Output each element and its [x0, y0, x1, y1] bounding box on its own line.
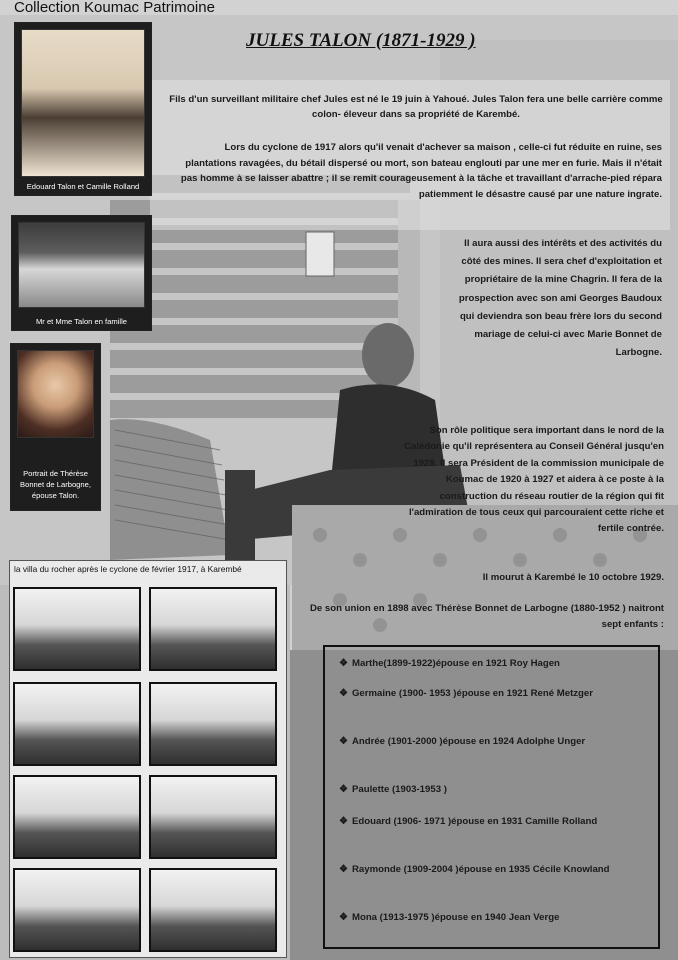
list-item: ❖ Mona (1913-1975 )épouse en 1940 Jean Verge — [339, 912, 560, 923]
children-list-box — [323, 645, 660, 949]
paragraph-union: De son union en 1898 avec Thérèse Bonnet de Larbogne (1880-1952 ) naitront sept enfants : — [310, 603, 665, 630]
therese-portrait-image — [17, 350, 94, 438]
collection-header: Collection Koumac Patrimoine — [14, 0, 215, 16]
diamond-bullet-icon: ❖ — [339, 784, 348, 795]
paragraph-birth: Fils d'un surveillant militaire chef Jules est né le 19 juin à Yahoué. Jules Talon fera une belle carrière comme colon- éleveur dans sa propriété de Karembé. — [169, 94, 663, 121]
list-item: ❖ Andrée (1901-2000 )épouse en 1924 Adolphe Unger — [339, 736, 586, 747]
photo2-caption: Mr et Mme Talon en famille — [35, 317, 128, 326]
villa-photo-8 — [149, 868, 277, 952]
villa-photo-4 — [149, 682, 277, 766]
list-item: ❖ Raymonde (1909-2004 )épouse en 1935 Cécile Knowland — [339, 864, 610, 875]
list-item: ❖ Edouard (1906- 1971 )épouse en 1931 Camille Rolland — [339, 816, 598, 827]
photo1-caption: Edouard Talon et Camille Rolland — [26, 182, 140, 191]
list-item: ❖ Germaine (1900- 1953 )épouse en 1921 René Metzger — [339, 688, 593, 699]
villa-photo-6 — [149, 775, 277, 859]
family-group-image — [18, 222, 145, 308]
couple-portrait-image — [21, 29, 145, 177]
photo-edouard-camille — [14, 22, 152, 196]
photo-talon-family — [11, 215, 152, 331]
villa-photo-5 — [13, 775, 141, 859]
diamond-bullet-icon: ❖ — [339, 658, 348, 669]
photo-therese-portrait — [10, 343, 101, 511]
paragraph-cyclone: Lors du cyclone de 1917 alors qu'il venait d'achever sa maison , celle-ci fut réduite en ruine, ses plantations ravagées, du bétail dispersé ou mort, son bateau englouti par une mer en furie. Mais il n'était pas homme à se laisser abattre ; il se remit courageusement à la tâche et travaillant d'arrache-pied répara patiemment le désastre causé par une nature ingrate. — [180, 142, 662, 200]
diamond-bullet-icon: ❖ — [339, 736, 348, 747]
paragraph-death: Il mourut à Karembé le 10 octobre 1929. — [482, 572, 664, 583]
photo3-caption: Portrait de Thérèse Bonnet de Larbogne, épouse Talon. — [20, 469, 91, 500]
list-item: ❖ Marthe(1899-1922)épouse en 1921 Roy Hagen — [339, 658, 560, 669]
villa-photo-1 — [13, 587, 141, 671]
diamond-bullet-icon: ❖ — [339, 912, 348, 923]
paragraph-mines: Il aura aussi des intérêts et des activités du côté des mines. Il sera chef d'exploitation et propriétaire de la mine Chagrin. Il fera de la prospection avec son ami Georges Baudoux qui deviendra son beau frère lors du second mariage de celui-ci avec Marie Bonnet de Larbogne. — [458, 238, 662, 359]
list-item: ❖ Paulette (1903-1953 ) — [339, 784, 447, 795]
villa-photo-7 — [13, 868, 141, 952]
page-title: JULES TALON (1871-1929 ) — [246, 30, 476, 51]
diamond-bullet-icon: ❖ — [339, 864, 348, 875]
villa-photos-panel — [9, 560, 287, 958]
villa-photo-2 — [149, 587, 277, 671]
villa-photo-3 — [13, 682, 141, 766]
diamond-bullet-icon: ❖ — [339, 816, 348, 827]
paragraph-politics: Son rôle politique sera important dans le nord de la Calédonie qu'il représentera au Conseil Général jusqu'en 1928. Il sera Président de la commission municipale de Koumac de 1920 à 1927 et aidera à ce poste à la construction du réseau routier de la région qui fit l'admiration de tous ceux qui parcouraient cette riche et fertile contrée. — [404, 425, 664, 535]
villa-caption: la villa du rocher après le cyclone de février 1917, à Karembé — [14, 564, 242, 574]
diamond-bullet-icon: ❖ — [339, 688, 348, 699]
